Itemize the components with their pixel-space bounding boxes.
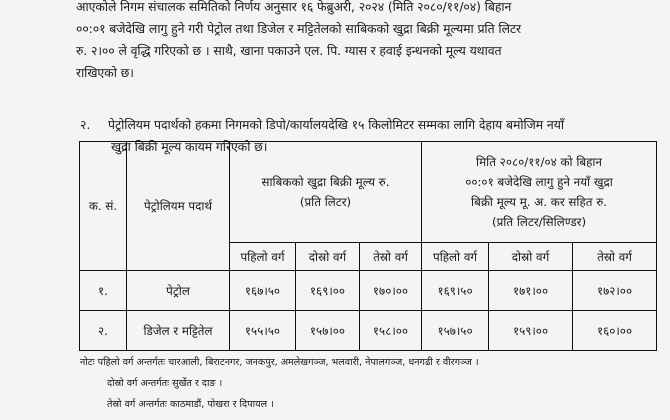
class-header: तेस्रो वर्ग (573, 243, 657, 271)
intro-line: राखिएको छ। (76, 65, 134, 80)
row-sn: २. (80, 311, 127, 351)
old-price-cell: १६७।५० (230, 271, 296, 311)
note-line: दोस्रो वर्ग अन्तर्गतः सुर्खेत र दाङ । (107, 378, 223, 389)
product-header: पेट्रोलियम पदार्थ (127, 142, 230, 271)
old-price-cell: १७०।०० (360, 271, 422, 311)
old-price-cell: १६९।०० (296, 271, 360, 311)
row-sn: १. (80, 271, 127, 311)
point-2-line: खुद्रा बिक्री मूल्य कायम गरिएको छ। (111, 139, 268, 154)
point-2-line (80, 114, 660, 136)
note-line: नोटः पहिलो वर्ग अन्तर्गतः चारआली, बिराटनगर, जनकपुर, अमलेखगञ्ज, भलवारी, नेपालगञ्ज, धनगढी र वीरगञ्ज । (80, 357, 479, 368)
new-price-header-line: बिक्री मूल्य मू. अ. कर सहित रु. (471, 195, 608, 209)
point-2-text: पेट्रोलियम पदार्थको हकमा निगमको डिपो/कार्यालयदेखि १५ किलोमिटर सम्मका लागि देहाय बमोजिम नयाँ (108, 117, 564, 132)
new-price-cell: १५७।५० (422, 311, 489, 351)
old-price-header-unit: (प्रति लिटर) (299, 195, 352, 209)
row-product: पेट्रोल (127, 271, 230, 311)
old-price-cell: १५५।५० (230, 311, 296, 351)
new-price-header-line: ००:०१ बजेदेखि लागु हुने नयाँ खुद्रा (465, 175, 613, 189)
row-product: डिजेल र मट्टितेल (127, 311, 230, 351)
old-price-cell: १५८।०० (360, 311, 422, 351)
class-header: पहिलो वर्ग (230, 243, 296, 271)
table-row (80, 271, 657, 311)
old-price-header-line: साबिकको खुद्रा बिक्री मूल्य रु. (261, 175, 390, 189)
note-line: तेस्रो वर्ग अन्तर्गतः काठमाडौं, पोखरा र दिपायल । (107, 399, 274, 410)
sn-header: क. सं. (80, 142, 127, 271)
old-price-header (230, 142, 422, 243)
new-price-header (422, 142, 657, 243)
class-header: पहिलो वर्ग (422, 243, 489, 271)
new-price-cell: १७२।०० (573, 271, 657, 311)
class-header: तेस्रो वर्ग (360, 243, 422, 271)
intro-paragraph (76, 0, 661, 84)
table-header-row (80, 142, 657, 243)
old-price-cell: १५७।०० (296, 311, 360, 351)
new-price-header-line: मिति २०८०/११/०४ को बिहान (476, 155, 602, 169)
new-price-cell: १५९।०० (489, 311, 573, 351)
intro-line: आएकोले निगम संचालक समितिको निर्णय अनुसार १६ फेब्रुअरी, २०२४ (मिति २०८०/११/०४) बिहान (76, 0, 512, 14)
intro-line: रु. २।०० ले वृद्धि गरिएको छ । साथै, खाना पकाउने एल. पि. ग्यास र हवाई इन्धनको मूल्य यथावत (76, 43, 502, 58)
point-number: २. (80, 117, 91, 132)
new-price-cell: १६०।०० (573, 311, 657, 351)
notes (80, 352, 665, 415)
class-header: दोस्रो वर्ग (296, 243, 360, 271)
price-table (79, 141, 657, 351)
intro-line: ००:०१ बजेदेखि लागु हुने गरी पेट्रोल तथा डिजेल र मट्टितेलको साबिकको खुद्रा बिक्री मूल्यमा प्रति लिटर (76, 21, 522, 36)
class-header: दोस्रो वर्ग (489, 243, 573, 271)
new-price-cell: १६९।५० (422, 271, 489, 311)
new-price-header-unit: (प्रति लिटर/सिलिण्डर) (491, 215, 587, 229)
table-row (80, 311, 657, 351)
new-price-cell: १७१।०० (489, 271, 573, 311)
